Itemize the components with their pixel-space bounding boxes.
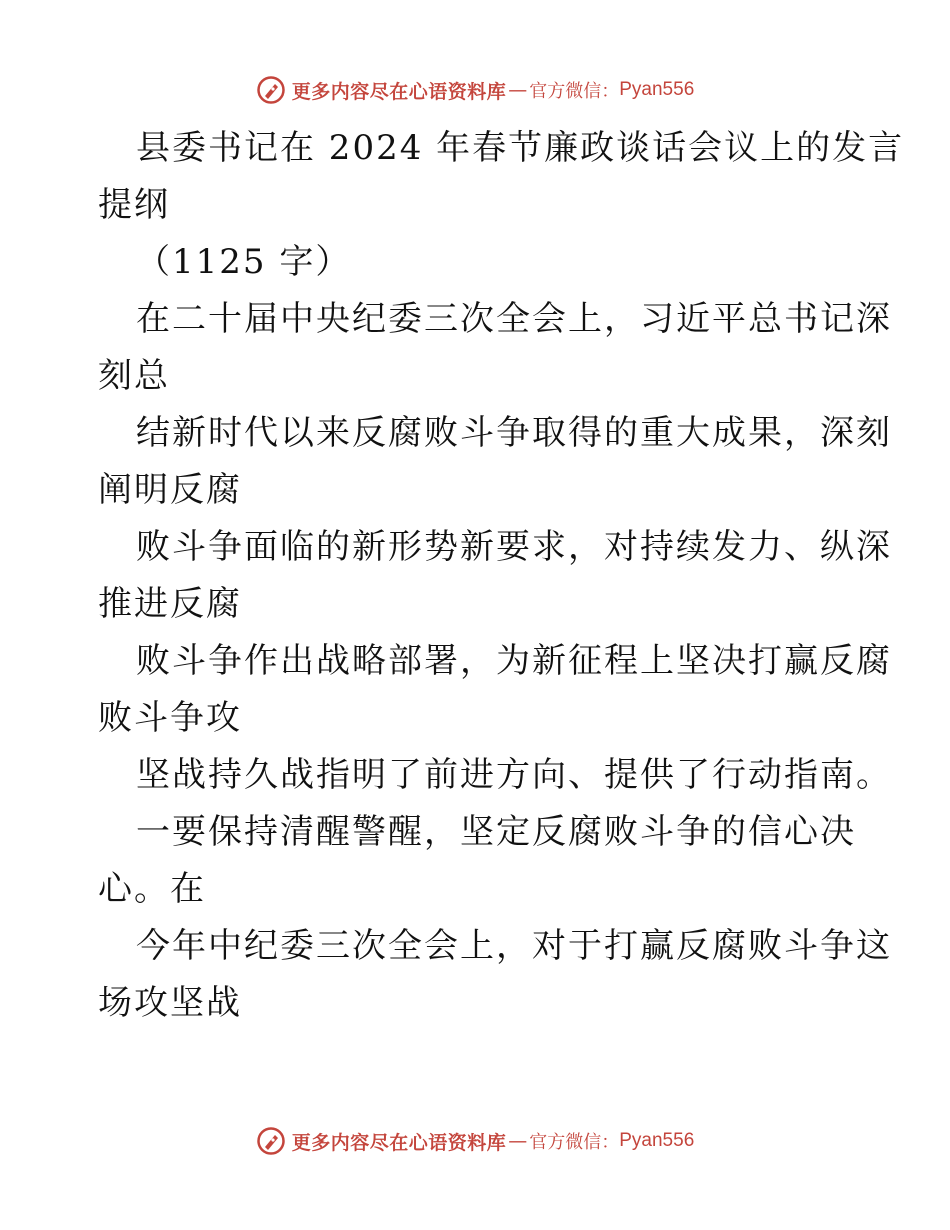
text-line: 阐明反腐 xyxy=(98,470,242,510)
text-line: 在二十届中央纪委三次全会上，习近平总书记深 xyxy=(136,299,892,339)
pen-nib-circle-icon xyxy=(256,1126,286,1156)
banner-wechat-id: Pyan556 xyxy=(619,79,695,100)
text-line: 今年中纪委三次全会上，对于打赢反腐败斗争这 xyxy=(136,926,892,966)
text-line: 结新时代以来反腐败斗争取得的重大成果，深刻 xyxy=(136,413,892,453)
banner-wechat-label: 官方微信： xyxy=(529,1132,620,1153)
header-banner xyxy=(0,70,950,110)
text-line: 刻总 xyxy=(98,356,170,396)
text-line: （1125 字） xyxy=(136,242,352,282)
text-line: 心。在 xyxy=(98,869,206,909)
banner-wechat-label: 官方微信： xyxy=(529,81,620,102)
text-line: 坚战持久战指明了前进方向、提供了行动指南。 xyxy=(136,755,892,795)
text-line: 县委书记在 2024 年春节廉政谈话会议上的发言 xyxy=(136,128,905,168)
footer-banner xyxy=(0,1121,950,1161)
document-body xyxy=(98,120,905,1032)
banner-brand-text: 更多内容尽在心语资料库 xyxy=(291,80,507,103)
text-line: 败斗争面临的新形势新要求，对持续发力、纵深 xyxy=(136,527,892,567)
text-line: 败斗争作出战略部署，为新征程上坚决打赢反腐 xyxy=(136,641,892,681)
text-line: 场攻坚战 xyxy=(98,983,242,1023)
text-line: 败斗争攻 xyxy=(98,698,242,738)
banner-separator: — xyxy=(508,1130,528,1152)
text-line: 提纲 xyxy=(98,185,170,225)
banner-separator: — xyxy=(508,79,528,101)
text-line: 一要保持清醒警醒，坚定反腐败斗争的信心决 xyxy=(136,812,856,852)
pen-nib-circle-icon xyxy=(256,75,286,105)
banner-brand-text: 更多内容尽在心语资料库 xyxy=(291,1131,507,1154)
text-line: 推进反腐 xyxy=(98,584,242,624)
banner-wechat-id: Pyan556 xyxy=(619,1130,695,1151)
